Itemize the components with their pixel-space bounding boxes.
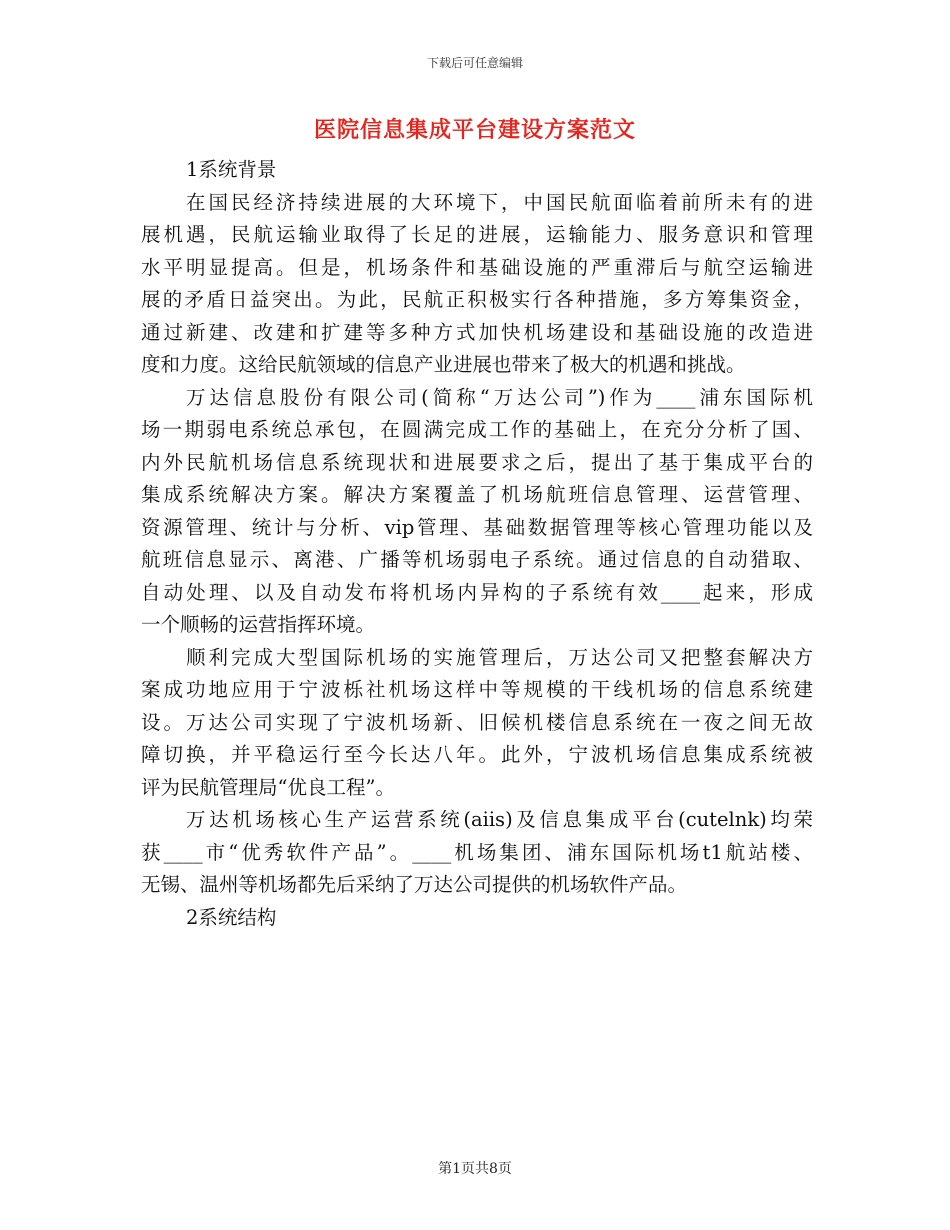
body-paragraph: [141, 642, 813, 805]
paragraph-line: 万达机场核心生产运营系统(aiis)及信息集成平台(cutelnk)均荣: [186, 808, 813, 831]
paragraph-line: 评为民航管理局“优良工程”。: [141, 775, 395, 799]
paragraph-line: 万达信息股份有限公司(简称“万达公司”)作为____浦东国际机: [186, 385, 813, 409]
paragraph-line: 案成功地应用于宁波栎社机场这样中等规模的干线机场的信息系统建: [141, 678, 813, 701]
section-heading: 2系统结构: [186, 905, 277, 929]
body-paragraph: [141, 804, 813, 902]
paragraph-line: 障切换，并平稳运行至今长达八年。此外，宁波机场信息集成系统被: [141, 743, 813, 766]
paragraph-line: 航班信息显示、离港、广播等机场弱电子系统。通过信息的自动猎取、: [141, 548, 813, 571]
paragraph-line: 自动处理、以及自动发布将机场内异构的子系统有效____起来，形成: [141, 580, 813, 604]
section-heading: 1系统背景: [186, 158, 277, 181]
paragraph-line: 集成系统解决方案。解决方案覆盖了机场航班信息管理、运营管理、: [141, 483, 813, 506]
paragraph-line: 一个顺畅的运营指挥环境。: [141, 613, 376, 636]
paragraph-line: 展的矛盾日益突出。为此，民航正积极实行各种措施，多方筹集资金，: [141, 288, 813, 311]
paragraph-line: 展机遇，民航运输业取得了长足的进展，运输能力、服务意识和管理: [141, 223, 813, 246]
paragraph-line: 水平明显提高。但是，机场条件和基础设施的严重滞后与航空运输进: [141, 255, 813, 279]
paragraph-line: 度和力度。这给民航领域的信息产业进展也带来了极大的机遇和挑战。: [141, 353, 746, 376]
page-number: 第1页共8页: [438, 1161, 512, 1177]
paragraph-line: 顺利完成大型国际机场的实施管理后，万达公司又把整套解决方: [186, 645, 813, 669]
paragraph-line: 通过新建、改建和扩建等多种方式加快机场建设和基础设施的改造进: [141, 320, 813, 344]
paragraph-line: 场一期弱电系统总承包，在圆满完成工作的基础上，在充分分析了国、: [141, 418, 813, 441]
paragraph-line: 获____市“优秀软件产品”。____机场集团、浦东国际机场t1航站楼、: [141, 840, 813, 864]
paragraph-line: 在国民经济持续进展的大环境下，中国民航面临着前所未有的进: [186, 190, 813, 214]
document-title: 医院信息集成平台建设方案范文: [313, 117, 636, 143]
paragraph-line: 内外民航机场信息系统现状和进展要求之后，提出了基于集成平台的: [141, 450, 813, 474]
body-paragraph: [141, 187, 813, 382]
page-header-note: 下载后可任意编辑: [426, 56, 523, 70]
paragraph-line: 无锡、温州等机场都先后采纳了万达公司提供的机场软件产品。: [141, 873, 688, 896]
paragraph-line: 设。万达公司实现了宁波机场新、旧候机楼信息系统在一夜之间无故: [141, 710, 813, 734]
document-body: [141, 154, 813, 934]
body-paragraph: [141, 382, 813, 642]
paragraph-line: 资源管理、统计与分析、vip管理、基础数据管理等核心管理功能以及: [141, 515, 813, 539]
